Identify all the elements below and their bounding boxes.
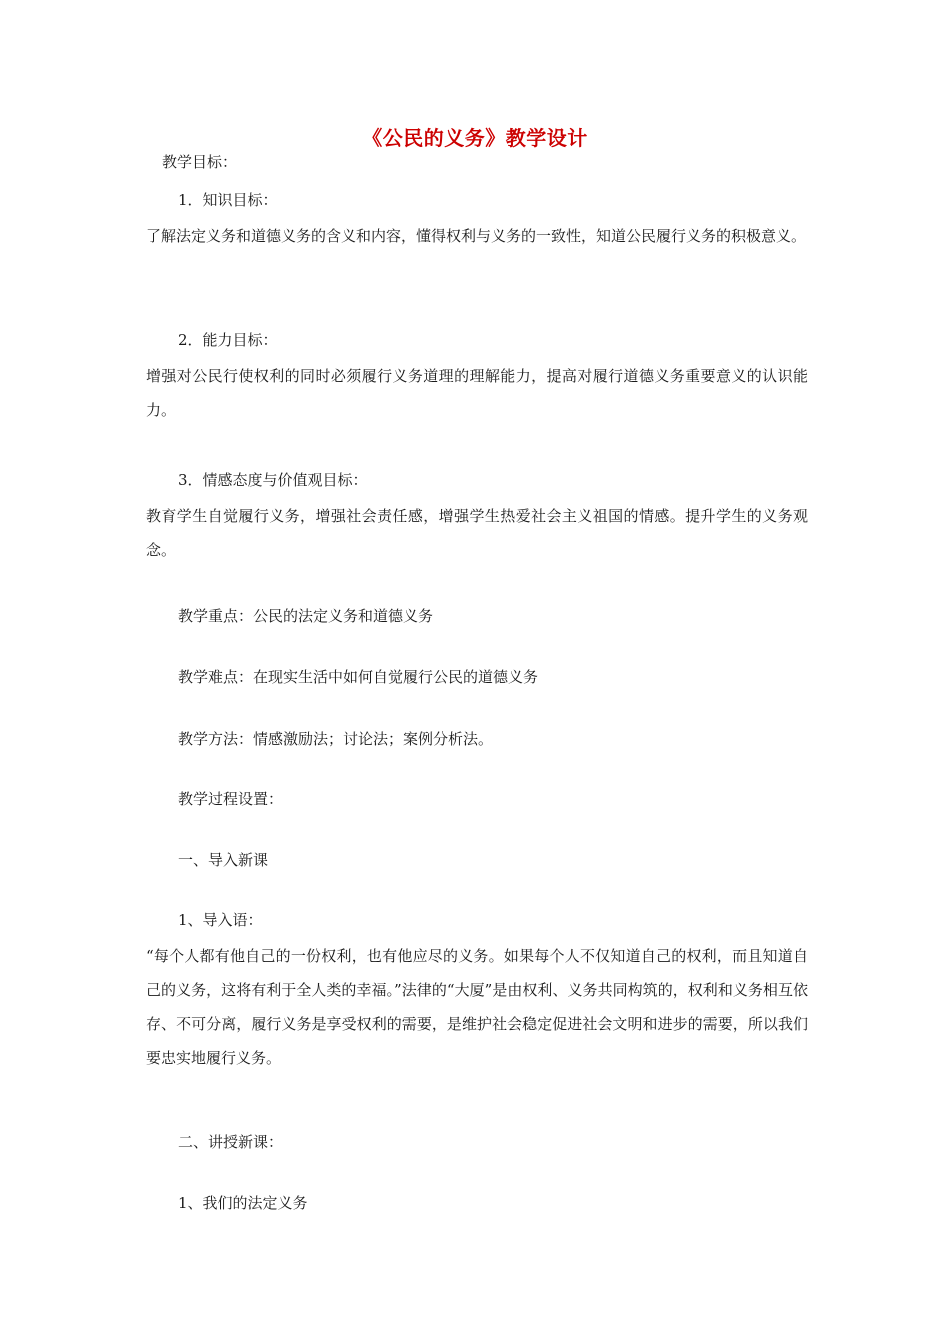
teaching-method: 教学方法：情感激励法；讨论法；案例分析法。 (178, 730, 494, 748)
teaching-goals-label: 教学目标： (162, 153, 238, 171)
section1-text: “每个人都有他自己的一份权利，也有他应尽的义务。如果每个人不仅知道自己的权利，而且知道自己的义务，这将有利于全人类的幸福。”法律的“大厦”是由权利、义务共同构筑的，权利和义务相互依存、不可分离，履行义务是享受权利的需要，是维护社会稳定促进社会文明和进步的需要，所以我们要忠实地履行义务。 (146, 947, 808, 1067)
goal2-text: 增强对公民行使权利的同时必须履行义务道理的理解能力，提高对履行道德义务重要意义的认识能力。 (146, 367, 808, 419)
goal1-heading: 1．知识目标： (178, 191, 278, 209)
section1-heading: 一、导入新课 (178, 851, 269, 869)
process-label: 教学过程设置： (178, 790, 284, 808)
section2-heading: 二、讲授新课： (178, 1133, 284, 1151)
section2-subheading: 1、我们的法定义务 (178, 1194, 308, 1212)
goal2-heading: 2．能力目标： (178, 331, 278, 349)
document-title: 《公民的义务》教学设计 (362, 126, 588, 150)
section1-subheading: 1、导入语： (178, 911, 263, 929)
key-point: 教学重点：公民的法定义务和道德义务 (178, 607, 434, 625)
goal1-text: 了解法定义务和道德义务的含义和内容，懂得权利与义务的一致性，知道公民履行义务的积极意义。 (146, 227, 807, 245)
goal3-heading: 3．情感态度与价值观目标： (178, 471, 368, 489)
difficult-point: 教学难点：在现实生活中如何自觉履行公民的道德义务 (178, 668, 539, 686)
goal3-text: 教育学生自觉履行义务，增强社会责任感，增强学生热爱社会主义祖国的情感。提升学生的义务观念。 (146, 507, 808, 559)
